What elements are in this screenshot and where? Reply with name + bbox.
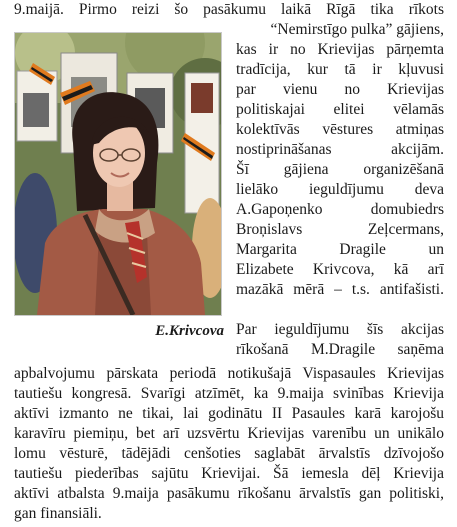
text-line: Elizabete Krivcova, kā arī <box>236 261 444 278</box>
text-line: Broņislavs Zeļcermans, <box>236 221 444 238</box>
text-line: Par ieguldījumu šīs akcijas <box>236 321 444 338</box>
text-line: apbalvojumu pārskata periodā notikušajā Vispasaules Krievijas <box>14 365 444 382</box>
text-line: aktīvi atbalsta 9.maija pasākumu rīkošanu ārvalstīs gan politiski, <box>14 485 444 502</box>
text-line: Margarita Dragile un <box>236 241 444 258</box>
text-line: tautiešu kongresā. Svarīgi atzīmēt, ka 9.maija svinības Krievija <box>14 385 444 402</box>
text-line: mazākā mērā – t.s. antifašisti. <box>236 281 444 298</box>
text-line: tradīcija, kur tā ir kļuvusi <box>236 61 444 78</box>
text-line: A.Gapoņenko domubiedrs <box>236 201 444 218</box>
text-line: lielāko ieguldījumu deva <box>236 181 444 198</box>
photo-e-krivcova <box>14 32 222 316</box>
text-line: karavīru piemiņu, bet arī uzsvērtu Krievijas varenību un unikālo <box>14 425 444 442</box>
text-line: gan finansiāli. <box>14 505 102 522</box>
text-line: kas ir no Krievijas pārņemta <box>236 41 444 58</box>
text-line: tautiešu piederības sajūtu Krievijai. Šā iemesla dēļ Krievija <box>14 465 444 482</box>
text-line: aktīvi izmanto ne tikai, lai godinātu II Pasaules karā karojošu <box>14 405 444 422</box>
photo-illustration <box>15 33 221 315</box>
text-line: “Nemirstīgo pulka” gājiens, <box>270 21 444 38</box>
text-line: nostiprināšanas akcijām. <box>236 141 444 158</box>
text-line: lomu vēsturē, tādējādi cenšoties saglabāt ārvalstīs dzīvojošo <box>14 445 444 462</box>
text-line: politiskajai elitei vēlamās <box>236 101 444 118</box>
text-line: par vienu no Krievijas <box>236 81 444 98</box>
text-line: rīkošanā M.Dragile saņēma <box>236 341 444 358</box>
text-line: Šī gājiena organizēšanā <box>236 161 444 178</box>
text-line: 9.maijā. Pirmo reizi šo pasākumu laikā Rīgā tika rīkots <box>14 1 444 18</box>
photo-caption: E.Krivcova <box>155 323 224 339</box>
text-line: kolektīvās vēstures atmiņas <box>236 121 444 138</box>
